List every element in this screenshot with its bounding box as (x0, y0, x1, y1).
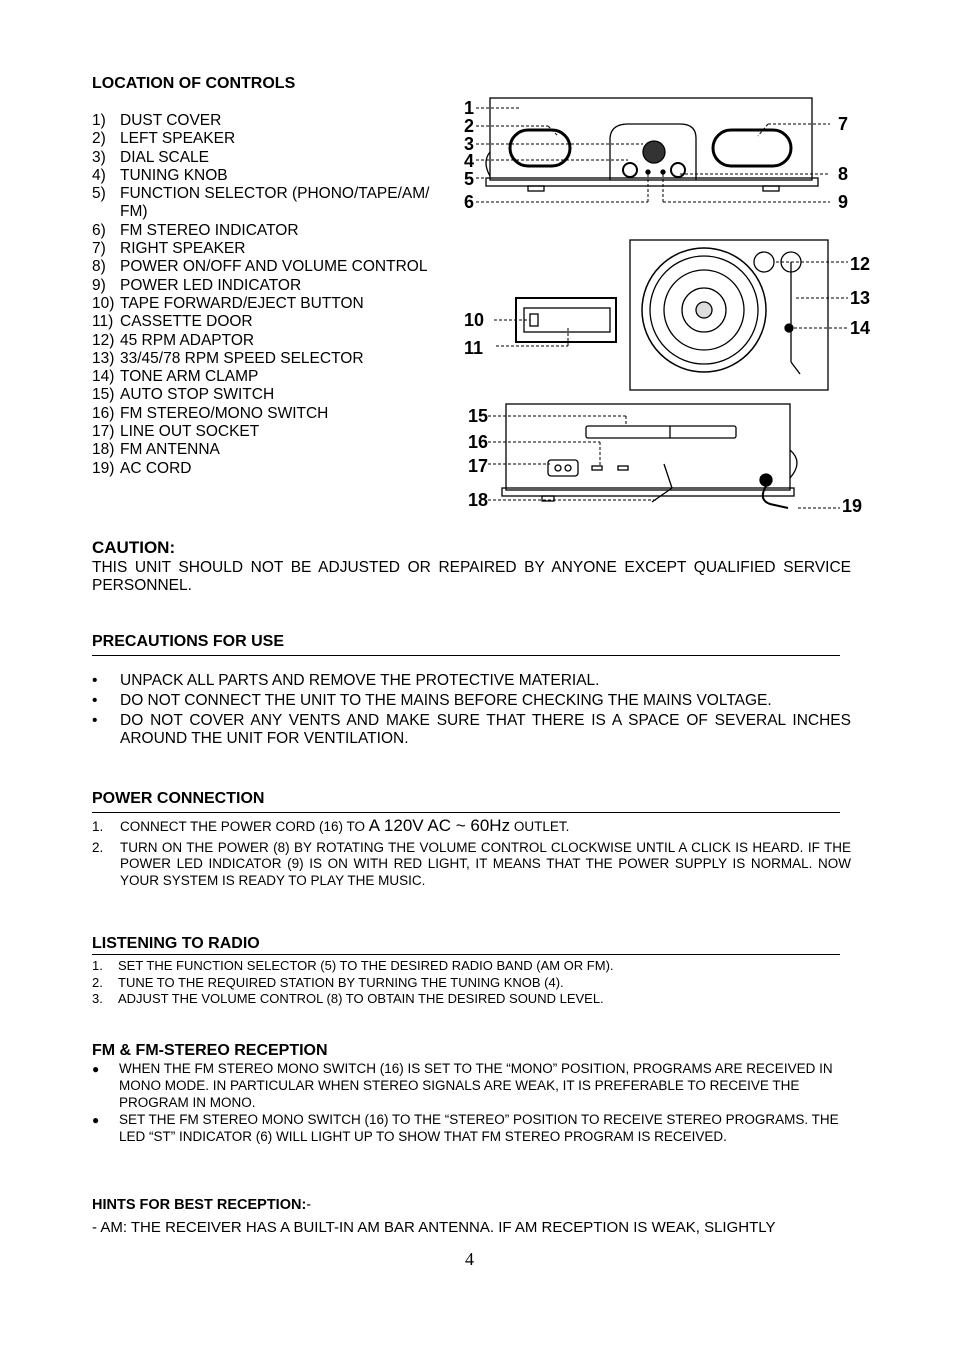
list-number: 6) (92, 221, 106, 239)
list-item (92, 130, 442, 148)
controls-list (92, 112, 442, 478)
voltage-spec: A 120V AC ~ 60Hz (368, 816, 511, 835)
list-item-text: DO NOT COVER ANY VENTS AND MAKE SURE THAT THERE IS A SPACE OF SEVERAL INCHES AROUND THE UNIT FOR VENTILATION. (120, 712, 851, 747)
list-item-text: POWER LED INDICATOR (120, 276, 302, 294)
list-item-text: DUST COVER (120, 112, 222, 129)
list-item (92, 222, 442, 240)
radio-heading: LISTENING TO RADIO (92, 935, 260, 952)
list-item-text: LEFT SPEAKER (120, 130, 236, 148)
power-list (92, 818, 851, 889)
hints-heading-line (92, 1197, 311, 1213)
front-view (486, 98, 818, 191)
figure-callout-6: 6 (464, 192, 475, 212)
bullet-icon: ● (92, 1062, 100, 1076)
figure-callout-3: 3 (464, 134, 475, 154)
figure-callout-18: 18 (468, 490, 489, 510)
list-item (92, 441, 442, 459)
list-number: 4) (92, 166, 106, 184)
list-number: 1) (92, 112, 106, 129)
location-heading: LOCATION OF CONTROLS (92, 75, 296, 92)
list-number: 1. (92, 819, 104, 834)
figure-callout-10: 10 (464, 310, 485, 330)
power-heading: POWER CONNECTION (92, 790, 265, 807)
bullet-icon: • (92, 712, 98, 729)
list-item (92, 386, 442, 404)
list-item-text: WHEN THE FM STEREO MONO SWITCH (16) IS SET TO THE “MONO” POSITION, PROGRAMS ARE RECEIVED IN MONO MODE. IN PARTICULAR WHEN STEREO SIGNALS ARE WEAK, IT IS PREFERABLE TO RECEIVE THE PROGRAM IN MONO. (119, 1061, 833, 1110)
figure-callout-19: 19 (842, 496, 863, 516)
list-number: 2. (92, 839, 104, 855)
list-item (92, 692, 851, 710)
list-item (92, 350, 442, 368)
power-rule (92, 812, 840, 813)
list-item-text: SET THE FM STEREO MONO SWITCH (16) TO THE “STEREO” POSITION TO RECEIVE STEREO PROGRAMS. THE LED “ST” INDICATOR (6) WILL LIGHT UP TO SHOW THAT FM STEREO PROGRAM IS RECEIVED. (119, 1112, 839, 1145)
fm-list (92, 1061, 852, 1146)
figure-callout-15: 15 (468, 406, 489, 426)
list-item (92, 258, 442, 276)
figure-callout-5: 5 (464, 169, 475, 189)
list-number: 14) (92, 368, 115, 386)
list-item (92, 277, 442, 295)
list-item-text: FM STEREO INDICATOR (120, 221, 299, 239)
figure-callout-8: 8 (838, 164, 849, 184)
list-number: 2) (92, 130, 106, 148)
list-number: 10) (92, 294, 115, 312)
figure-callout-17: 17 (468, 456, 489, 476)
precautions-heading: PRECAUTIONS FOR USE (92, 633, 285, 650)
list-item-text: TUNE TO THE REQUIRED STATION BY TURNING THE TUNING KNOB (4). (118, 974, 564, 990)
list-item (92, 818, 851, 836)
list-item (92, 185, 442, 222)
hints-heading: HINTS FOR BEST RECEPTION: (92, 1197, 307, 1213)
figure-callout-7: 7 (838, 114, 849, 134)
list-number: 7) (92, 240, 106, 258)
rear-view (502, 404, 797, 508)
list-item-text: CASSETTE DOOR (120, 313, 253, 331)
list-item (92, 368, 442, 386)
list-item-text: RIGHT SPEAKER (120, 240, 246, 258)
list-item (92, 240, 442, 258)
bullet-icon: • (92, 692, 98, 709)
list-number: 16) (92, 404, 115, 422)
figure-callout-4: 4 (464, 151, 475, 171)
precautions-rule (92, 655, 840, 656)
list-item (92, 460, 442, 478)
list-item-text: 33/45/78 RPM SPEED SELECTOR (120, 349, 364, 367)
page-number: 4 (465, 1249, 474, 1269)
list-item-text: AC CORD (120, 459, 192, 477)
figure-callout-12: 12 (850, 254, 871, 274)
bullet-icon: ● (92, 1113, 100, 1128)
list-number: 13) (92, 349, 115, 367)
list-item-text: ADJUST THE VOLUME CONTROL (8) TO OBTAIN THE DESIRED SOUND LEVEL. (118, 991, 604, 1006)
figure-callout-14: 14 (850, 318, 871, 338)
power-text-post: OUTLET. (510, 819, 570, 834)
list-number: 15) (92, 386, 115, 404)
list-number: 9) (92, 276, 106, 294)
list-number: 2. (92, 974, 103, 990)
power-text-pre: CONNECT THE POWER CORD (16) TO (120, 819, 369, 834)
list-item (92, 112, 442, 130)
list-number: 11) (92, 313, 114, 331)
list-item (92, 1061, 852, 1111)
caution-text: THIS UNIT SHOULD NOT BE ADJUSTED OR REPAIRED BY ANYONE EXCEPT QUALIFIED SERVICE PERSONNEL. (92, 559, 851, 594)
list-number: 5) (92, 185, 106, 203)
list-item (92, 423, 442, 441)
list-number: 17) (92, 423, 115, 441)
list-item-text: TUNING KNOB (120, 166, 228, 184)
list-item-text: FUNCTION SELECTOR (PHONO/TAPE/AM/ FM) (120, 185, 430, 221)
product-diagram (458, 92, 871, 522)
list-item (92, 975, 692, 992)
list-item (92, 149, 442, 167)
list-item (92, 840, 851, 890)
caution-heading: CAUTION: (92, 538, 176, 557)
list-item (92, 712, 851, 748)
radio-rule (92, 954, 840, 955)
list-item-text: FM STEREO/MONO SWITCH (120, 404, 329, 422)
list-item (92, 405, 442, 423)
list-item-text: TAPE FORWARD/EJECT BUTTON (120, 294, 364, 312)
list-item-text: FM ANTENNA (120, 441, 220, 459)
list-item (92, 958, 692, 975)
bullet-icon: • (92, 672, 98, 689)
figure-callout-1: 1 (464, 98, 475, 118)
radio-list (92, 958, 692, 1008)
list-item (92, 672, 851, 690)
list-number: 3) (92, 148, 106, 166)
list-item-text: DO NOT CONNECT THE UNIT TO THE MAINS BEFORE CHECKING THE MAINS VOLTAGE. (120, 692, 772, 709)
list-item-text: POWER ON/OFF AND VOLUME CONTROL (120, 258, 428, 276)
list-item (92, 1112, 852, 1146)
list-number: 18) (92, 441, 115, 459)
precautions-list (92, 672, 851, 750)
list-number: 3. (92, 991, 103, 1006)
list-item (92, 332, 442, 350)
figure-callout-16: 16 (468, 432, 489, 452)
list-item-text: 45 RPM ADAPTOR (120, 331, 255, 349)
figure-callout-13: 13 (850, 288, 871, 308)
figure-callout-11: 11 (464, 338, 484, 358)
hints-text: - AM: THE RECEIVER HAS A BUILT-IN AM BAR ANTENNA. IF AM RECEPTION IS WEAK, SLIGHTLY (92, 1219, 776, 1236)
figure-callout-9: 9 (838, 192, 849, 212)
hints-heading-suffix: - (306, 1197, 312, 1213)
list-item (92, 991, 692, 1008)
figure-callout-2: 2 (464, 116, 475, 136)
list-item-text: TURN ON THE POWER (8) BY ROTATING THE VOLUME CONTROL CLOCKWISE UNTIL A CLICK IS HEARD. IF THE POWER LED INDICATOR (9) IS ON WITH RED LIGHT, IT MEANS THAT THE POWER SUPPLY IS NORMAL. NOW YOUR SYSTEM IS READY TO PLAY THE MUSIC. (120, 839, 851, 888)
list-item-text: UNPACK ALL PARTS AND REMOVE THE PROTECTIVE MATERIAL. (120, 672, 600, 689)
list-number: 1. (92, 958, 103, 973)
list-item-text: AUTO STOP SWITCH (120, 386, 275, 404)
list-number: 19) (92, 459, 115, 477)
fm-heading: FM & FM-STEREO RECEPTION (92, 1042, 328, 1059)
list-item-text: LINE OUT SOCKET (120, 423, 260, 441)
list-item-text (120, 818, 569, 836)
list-item (92, 313, 442, 331)
list-number: 12) (92, 331, 115, 349)
list-item (92, 295, 442, 313)
list-item-text: TONE ARM CLAMP (120, 368, 259, 386)
list-item-text: SET THE FUNCTION SELECTOR (5) TO THE DESIRED RADIO BAND (AM OR FM). (118, 958, 614, 973)
list-item (92, 167, 442, 185)
list-number: 8) (92, 258, 106, 276)
list-item-text: DIAL SCALE (120, 148, 210, 166)
